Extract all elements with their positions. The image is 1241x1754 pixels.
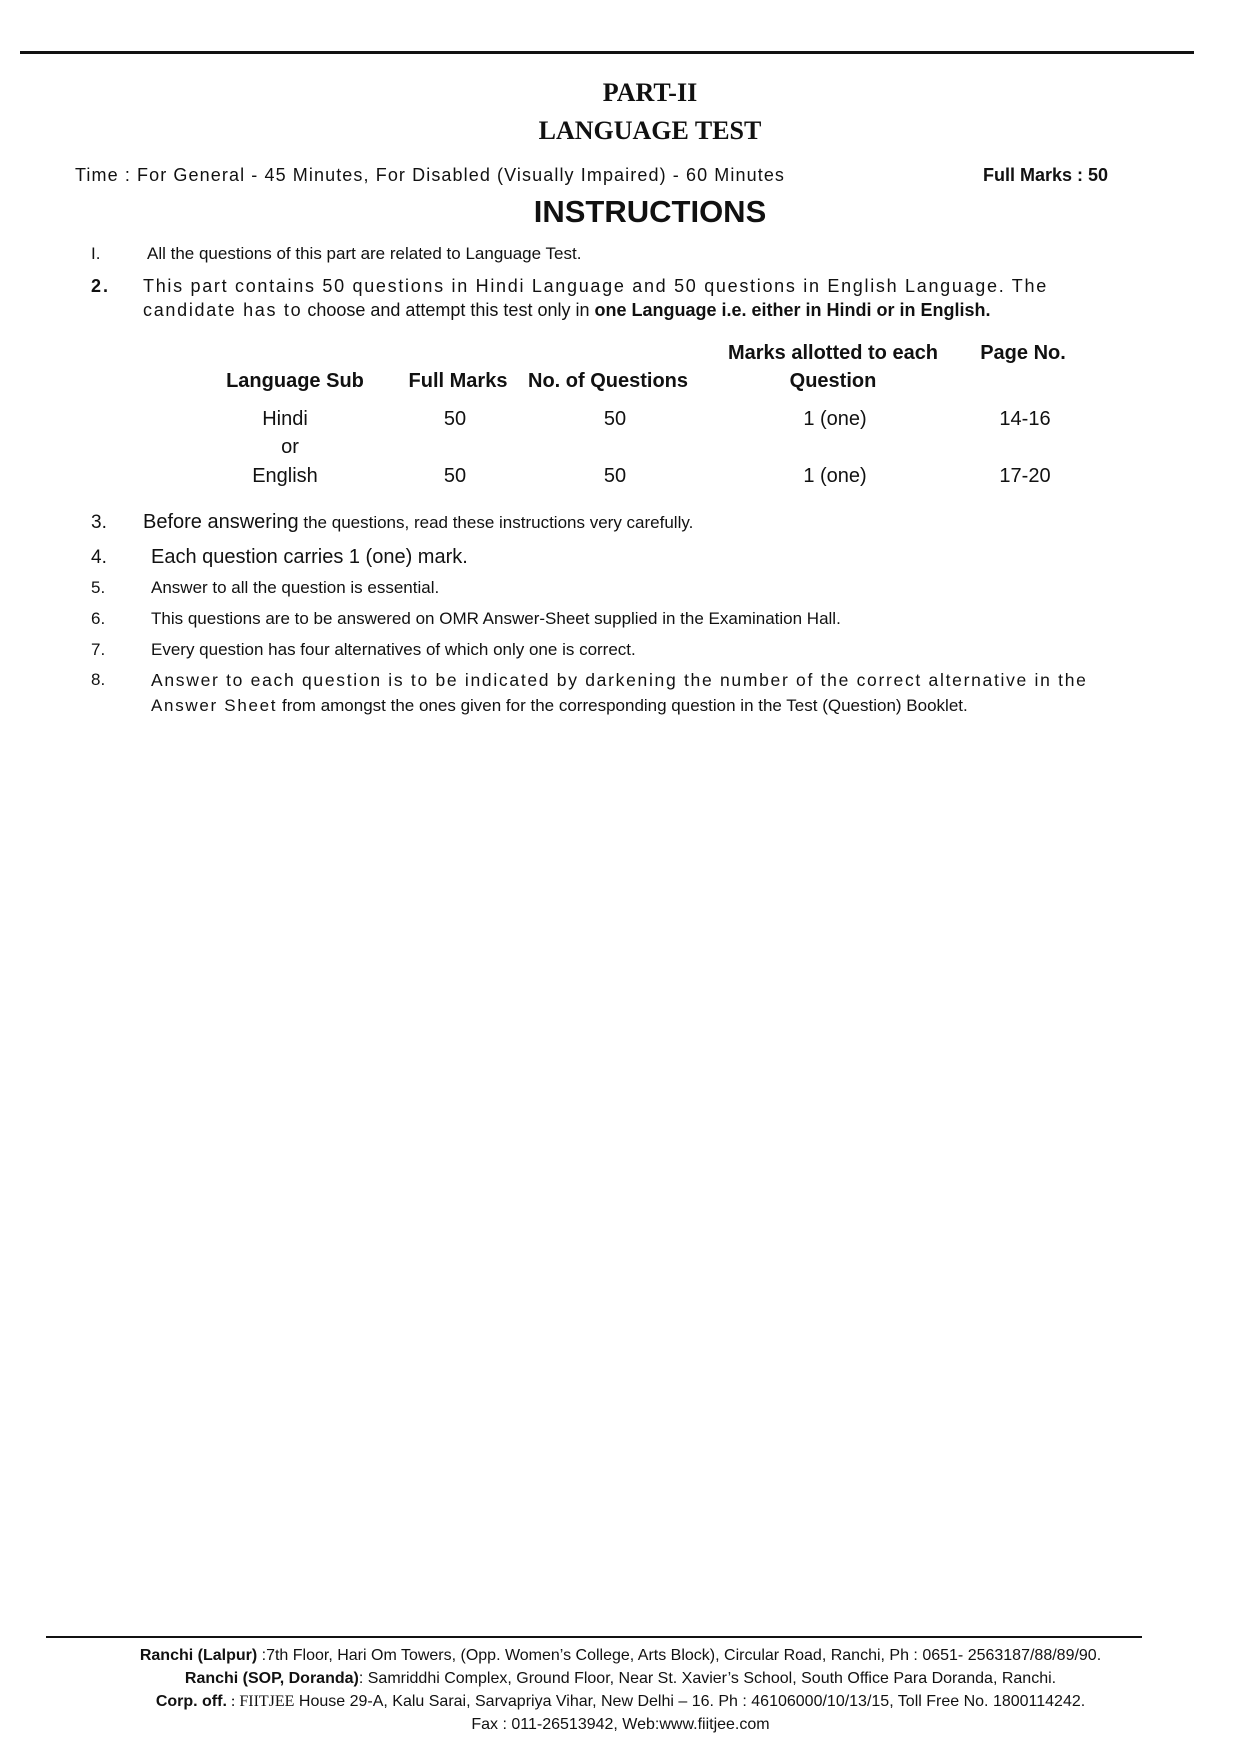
- item-number: 4.: [91, 547, 107, 568]
- table-cell-questions: 50: [603, 408, 627, 430]
- column-header-marks: Question: [789, 370, 877, 392]
- column-header-full-marks: Full Marks: [408, 370, 508, 392]
- footer-address-lalpur: Ranchi (Lalpur) :7th Floor, Hari Om Towers, (Opp. Women’s College, Arts Block), Circular Road, Ranchi, Ph : 0651- 2563187/88/89/90.: [139, 1647, 1102, 1664]
- footer-corporate-office: Corp. off. : FIITJEE House 29-A, Kalu Sarai, Sarvapriya Vihar, New Delhi – 16. Ph : 46106000/10/13/15, Toll Free No. 1800114242.: [155, 1693, 1086, 1710]
- table-cell-marks: 1 (one): [803, 408, 867, 430]
- column-header-page: Page No.: [980, 342, 1066, 364]
- table-cell-language: English: [252, 465, 318, 487]
- instruction-text: This questions are to be answered on OMR Answer-Sheet supplied in the Examination Hall.: [151, 609, 841, 628]
- full-marks: Full Marks : 50: [983, 165, 1109, 185]
- table-cell-page: 14-16: [999, 408, 1051, 430]
- instruction-text: Answer Sheet from amongst the ones given for the corresponding question in the Test (Question) Booklet.: [151, 696, 968, 715]
- item-number: 6.: [91, 609, 106, 628]
- time-info: Time : For General - 45 Minutes, For Disabled (Visually Impaired) - 60 Minutes: [75, 165, 786, 185]
- column-header-questions: No. of Questions: [528, 370, 688, 392]
- instruction-text: This part contains 50 questions in Hindi Language and 50 questions in English Language. The: [143, 276, 1048, 296]
- table-cell-full-marks: 50: [443, 465, 467, 487]
- instruction-text: Answer to all the question is essential.: [151, 578, 440, 597]
- table-cell-full-marks: 50: [443, 408, 467, 430]
- top-rule: [20, 51, 1194, 54]
- instruction-text: Every question has four alternatives of which only one is correct.: [151, 640, 636, 659]
- footer-address-doranda: Ranchi (SOP, Doranda): Samriddhi Complex, Ground Floor, Near St. Xavier’s School, South Office Para Doranda, Ranchi.: [184, 1670, 1057, 1687]
- column-header-marks: Marks allotted to each: [727, 342, 939, 364]
- instruction-text: candidate has to choose and attempt this test only in one Language i.e. either in Hindi or in English.: [143, 300, 991, 320]
- item-number: 7.: [91, 640, 106, 659]
- item-number: 2.: [91, 276, 111, 296]
- table-cell-marks: 1 (one): [803, 465, 867, 487]
- instruction-text: Each question carries 1 (one) mark.: [151, 546, 468, 568]
- instruction-text: Answer to each question is to be indicated by darkening the number of the correct alternative in the: [151, 670, 1088, 690]
- item-number: 5.: [91, 578, 106, 597]
- footer-contact: Fax : 011-26513942, Web:www.fiitjee.com: [471, 1716, 770, 1733]
- table-cell-questions: 50: [603, 465, 627, 487]
- test-title: LANGUAGE TEST: [538, 116, 762, 145]
- footer-rule: [46, 1636, 1142, 1638]
- instruction-text: All the questions of this part are related to Language Test.: [147, 244, 582, 263]
- item-number: 3.: [91, 512, 107, 533]
- item-number: I.: [91, 244, 101, 263]
- table-cell-page: 17-20: [999, 465, 1051, 487]
- table-cell-language: Hindi: [262, 408, 308, 430]
- part-title: PART-II: [602, 78, 698, 107]
- table-separator: or: [281, 436, 299, 458]
- instructions-heading: INSTRUCTIONS: [533, 194, 767, 229]
- instruction-text: Before answering the questions, read these instructions very carefully.: [143, 511, 694, 533]
- column-header-language: Language Sub: [226, 370, 364, 392]
- item-number: 8.: [91, 670, 106, 689]
